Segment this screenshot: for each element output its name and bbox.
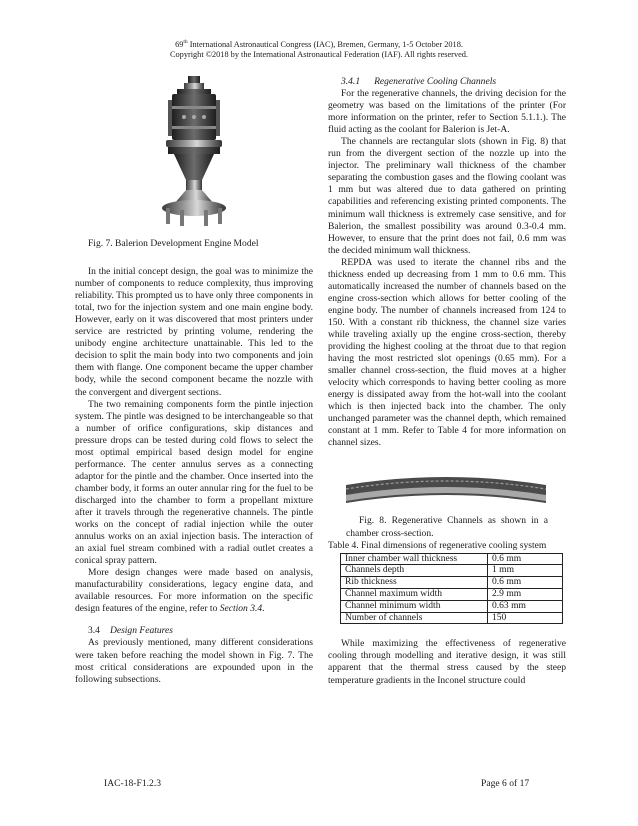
paragraph: The two remaining components form the pintle injection system. The pintle was designed to be interchangeable so that a number of orifice configurations, skip distances and pressure drops can be tested during cold flows to select the most optimal empirical based design model for engine performance. The center annulus serves as a connecting adaptor for the pintle and the chamber. Once inserted into the chamber body, it forms an outer annular ring for the fuel to be discharged into the chamber to form a propellant mixture after it travels through the regenerative channels. The pintle works on the concept of radial injection while the outer annulus works on an axial injection basis. The interaction of an axial fuel stream combined with a radial outlet creates a conical spray pattern. xyxy=(75,398,313,567)
table-cell-label: Channel minimum width xyxy=(341,600,488,612)
section-heading: 3.4 Design Features xyxy=(88,625,173,637)
table-cell-value: 0.63 mm xyxy=(488,600,563,612)
table-row xyxy=(341,600,563,612)
table-row xyxy=(341,553,563,565)
table-row xyxy=(341,588,563,600)
table-cell-value: 2.9 mm xyxy=(488,588,563,600)
table-cell-label: Channel maximum width xyxy=(341,588,488,600)
table-row xyxy=(341,612,563,624)
table-row xyxy=(341,565,563,577)
paragraph: REPDA was used to iterate the channel ribs and the thickness ended up decreasing from 1 mm to 0.6 mm. This automatically increased the number of channels based on the engine cross-section which allows for better cooling of the engine body. The number of channels increased from 124 to 150. With a constant rib thickness, the channel size varies while traveling axially up the engine cross-section, thereby providing the highest cooling at the throat due to that region having the most restricted slot openings (0.65 mm). For a smaller channel cross-section, the fluid moves at a higher velocity which corresponds to having better cooling as more energy is dissipated away from the hot-wall into the coolant which is then injected back into the chamber. The only unchanged parameter was the channel depth, which remained constant at 1 mm. Refer to Table 4 for more information on channel sizes. xyxy=(328,256,566,449)
paragraph: More design changes were made based on analysis, manufacturability considerations, legacy engine data, and available resources. For more information on the specific design features of the engine, refer to Section 3.4. xyxy=(75,567,313,615)
section-reference: Section 3.4 xyxy=(219,603,263,615)
table-cell-label: Inner chamber wall thickness xyxy=(341,553,488,565)
figure-8 xyxy=(328,471,566,507)
paragraph: The channels are rectangular slots (shown in Fig. 8) that run from the divergent section of the nozzle up into the injector. The preliminary wall thickness of the chamber separating the combustion gases and the flowing coolant was 1 mm but was altered due to data gathered on printing capabilities and referencing existing printed components. The minimum wall thickness is extremely case sensitive, and for Balerion, the smallest possibility was around 0.3-0.4 mm. However, to ensure that the print does not fail, 0.6 mm was the decided minimum wall thickness. xyxy=(328,136,566,256)
figure-7 xyxy=(75,76,313,230)
table-cell-value: 1 mm xyxy=(488,565,563,577)
header-line-1: 69th International Astronautical Congress (IAC), Bremen, Germany, 1-5 October 2018. xyxy=(175,39,463,49)
left-column xyxy=(75,76,313,686)
paragraph: As previously mentioned, many different considerations were taken before reaching the model shown in Fig. 7. The most critical considerations are expounded upon in the following subsections. xyxy=(75,637,313,685)
figure-8-caption: Fig. 8. Regenerative Channels as shown in a chamber cross-section. xyxy=(346,515,548,539)
channel-cross-section-image xyxy=(346,471,546,507)
table-cell-value: 150 xyxy=(488,612,563,624)
right-column xyxy=(328,76,566,687)
table-cell-value: 0.6 mm xyxy=(488,553,563,565)
header-line-2: Copyright ©2018 by the International Astronautical Federation (IAF). All rights reserved. xyxy=(169,50,468,60)
figure-7-caption: Fig. 7. Balerion Development Engine Model xyxy=(88,238,259,249)
footer-page-number: Page 6 of 17 xyxy=(481,778,530,789)
table-cell-value: 0.6 mm xyxy=(488,577,563,589)
table-cell-label: Number of channels xyxy=(341,612,488,624)
page-header xyxy=(0,37,638,61)
paragraph: For the regenerative channels, the driving decision for the geometry was based on the limitations of the printer (For more information on the printer, refer to Section 5.1.1.). The fluid acting as the coolant for Balerion is Jet-A. xyxy=(328,88,566,136)
footer-paper-id: IAC-18-F1.2.3 xyxy=(104,778,162,789)
engine-model-image xyxy=(154,76,234,230)
table-cell-label: Rib thickness xyxy=(341,577,488,589)
table-row xyxy=(341,577,563,589)
table-cell-label: Channels depth xyxy=(341,565,488,577)
subsection-heading: 3.4.1 Regenerative Cooling Channels xyxy=(341,76,497,87)
dimensions-table xyxy=(340,553,563,625)
table-caption: Table 4. Final dimensions of regenerative cooling system xyxy=(328,539,547,551)
paragraph: In the initial concept design, the goal was to minimize the number of components to reduce complexity, thus improving reliability. This prompted us to have only three components in total, two for the injection system and one main engine body. However, early on it was discovered that most printers under service are restricted by printing volume, rendering the unibody engine architecture unattainable. This led to the decision to split the main body into two components and join them with flange. One component became the upper chamber body, while the second component became the nozzle with the convergent and divergent sections. xyxy=(75,266,313,398)
paragraph: While maximizing the effectiveness of regenerative cooling through modelling and iterative design, it was still apparent that the thermal stress caused by the steep temperature gradients in the Inconel structure could xyxy=(328,638,566,686)
